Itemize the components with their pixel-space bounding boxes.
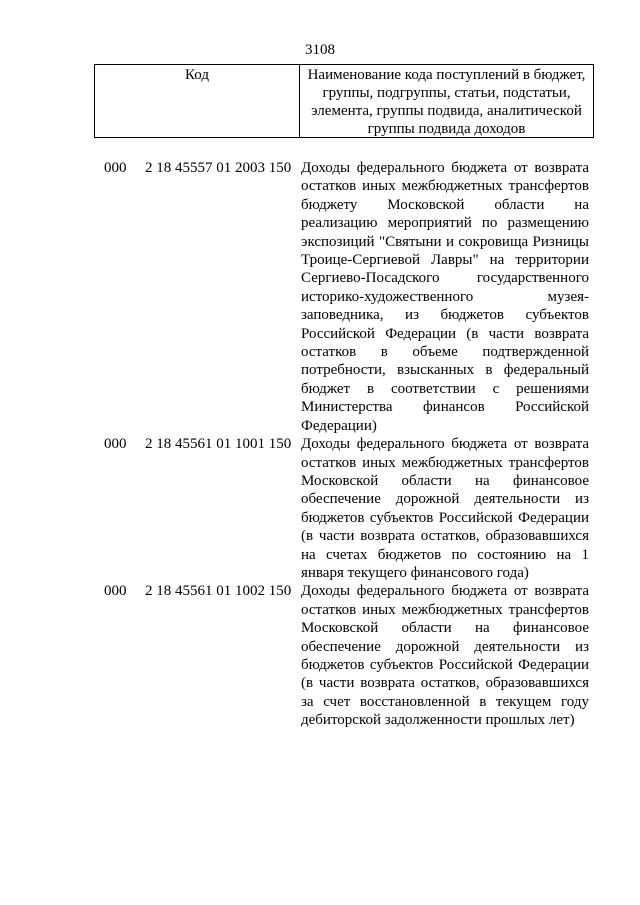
table-row bbox=[0, 435, 640, 582]
row-income-code: 2 18 45561 01 1002 150 bbox=[145, 583, 292, 600]
page-number: 3108 bbox=[305, 42, 335, 58]
table-row bbox=[0, 159, 640, 435]
table-header bbox=[94, 64, 594, 138]
table-row bbox=[0, 582, 640, 729]
row-admin-code: 000 bbox=[104, 160, 127, 176]
income-code-list bbox=[0, 159, 640, 730]
row-admin-code: 000 bbox=[104, 583, 127, 600]
row-description: Доходы федерального бюджета от возврата остатков иных межбюджетных трансфертов Московской области на финансовое обеспечение дорожной деятельности из бюджетов субъектов Российской Федерации (в части возврата остатков, образовавшихся за счет восстановленной в текущем году дебиторской задолженности прошлых лет) bbox=[301, 583, 589, 729]
row-admin-code: 000 bbox=[104, 436, 127, 453]
row-description: Доходы федерального бюджета от возврата остатков иных межбюджетных трансфертов бюджету Московской области на реализацию мероприятий по размещению экспозиций "Святыни и сокровища Ризницы Троице-Сергиевой Лавры" на территории Сергиево-Посадского государственного историко-художественного музея-заповедника, из бюджетов субъектов Российской Федерации (в части возврата остатков в объеме подтвержденной потребности, взысканных в федеральный бюджет в соответствии с решениями Министерства финансов Российской Федерации) bbox=[301, 160, 589, 434]
header-code-column: Код bbox=[95, 65, 300, 137]
row-income-code: 2 18 45557 01 2003 150 bbox=[145, 160, 292, 176]
header-name-column: Наименование кода поступлений в бюджет, группы, подгруппы, статьи, подстатьи, элемента, группы подвида, аналитической группы подвида доходов bbox=[307, 67, 586, 137]
row-income-code: 2 18 45561 01 1001 150 bbox=[145, 436, 292, 453]
row-description: Доходы федерального бюджета от возврата остатков иных межбюджетных трансфертов Московской области на финансовое обеспечение дорожной деятельности из бюджетов субъектов Российской Федерации (в части возврата остатков, образовавшихся на счетах бюджетов по состоянию на 1 января текущего финансового года) bbox=[301, 436, 589, 581]
